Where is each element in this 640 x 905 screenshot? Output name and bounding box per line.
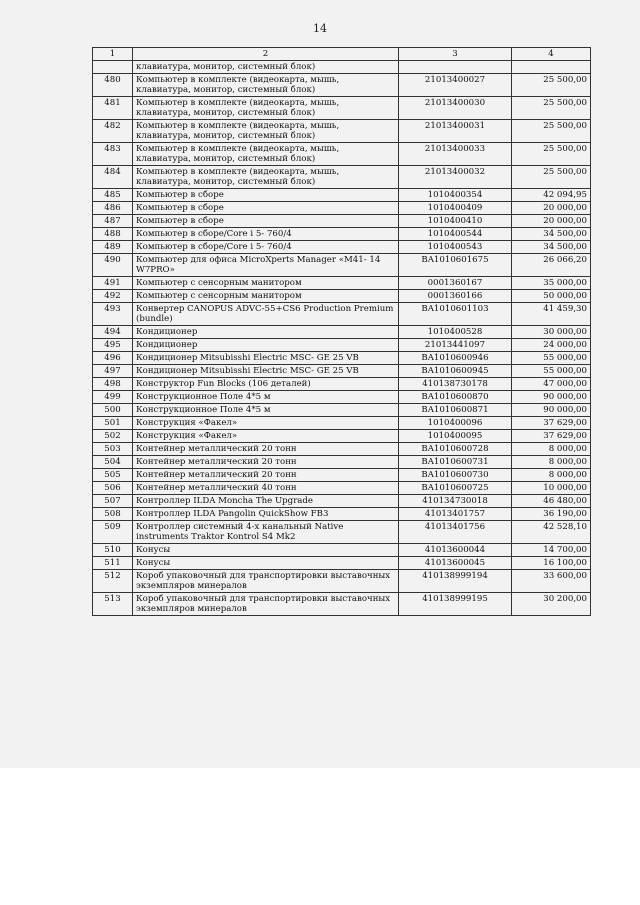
row-number: 504 xyxy=(93,456,133,469)
inventory-code: BA1010600725 xyxy=(399,482,512,495)
table-row xyxy=(93,593,591,616)
inventory-code: 410138730178 xyxy=(399,378,512,391)
table-row xyxy=(93,391,591,404)
row-number: 496 xyxy=(93,352,133,365)
item-value: 55 000,00 xyxy=(512,365,591,378)
table-header-row xyxy=(93,48,591,61)
item-value: 42 528,10 xyxy=(512,521,591,544)
item-value: 35 000,00 xyxy=(512,277,591,290)
item-name: Компьютер с сенсорным манитором xyxy=(133,277,399,290)
item-value: 8 000,00 xyxy=(512,443,591,456)
item-name: Компьютер в сборе xyxy=(133,202,399,215)
inventory-code: 21013400033 xyxy=(399,143,512,166)
item-name: Конусы xyxy=(133,544,399,557)
item-name: Короб упаковочный для транспортировки выставочных экземпляров минералов xyxy=(133,593,399,616)
item-value: 50 000,00 xyxy=(512,290,591,303)
row-number: 489 xyxy=(93,241,133,254)
row-number: 482 xyxy=(93,120,133,143)
item-value: 34 500,00 xyxy=(512,241,591,254)
item-value: 37 629,00 xyxy=(512,417,591,430)
row-number: 513 xyxy=(93,593,133,616)
table-row xyxy=(93,254,591,277)
item-value: 25 500,00 xyxy=(512,120,591,143)
row-number: 503 xyxy=(93,443,133,456)
item-name: Компьютер в сборе xyxy=(133,189,399,202)
inventory-code: 21013400027 xyxy=(399,74,512,97)
table-row xyxy=(93,544,591,557)
table-row xyxy=(93,74,591,97)
table-row xyxy=(93,339,591,352)
item-name: Конусы xyxy=(133,557,399,570)
item-name: Контроллер системный 4-х канальный Native instruments Traktor Kontrol S4 Mk2 xyxy=(133,521,399,544)
row-number: 511 xyxy=(93,557,133,570)
item-value: 8 000,00 xyxy=(512,456,591,469)
inventory-code: 21013400030 xyxy=(399,97,512,120)
table-row xyxy=(93,352,591,365)
inventory-code: 21013400031 xyxy=(399,120,512,143)
row-number: 487 xyxy=(93,215,133,228)
item-value: 42 094,95 xyxy=(512,189,591,202)
row-number: 505 xyxy=(93,469,133,482)
table-row xyxy=(93,456,591,469)
item-value: 46 480,00 xyxy=(512,495,591,508)
item-name: Компьютер в комплекте (видеокарта, мышь, клавиатура, монитор, системный блок) xyxy=(133,143,399,166)
table-row xyxy=(93,277,591,290)
inventory-code: 41013401757 xyxy=(399,508,512,521)
row-number: 512 xyxy=(93,570,133,593)
inventory-code: 410138999195 xyxy=(399,593,512,616)
table-row xyxy=(93,365,591,378)
row-number: 508 xyxy=(93,508,133,521)
item-value: 25 500,00 xyxy=(512,74,591,97)
row-number: 492 xyxy=(93,290,133,303)
inventory-code: 0001360166 xyxy=(399,290,512,303)
inventory-code: BA1010601675 xyxy=(399,254,512,277)
item-name: Контейнер металлический 20 тонн xyxy=(133,469,399,482)
table-row xyxy=(93,521,591,544)
row-number: 501 xyxy=(93,417,133,430)
row-number: 485 xyxy=(93,189,133,202)
item-name: Кондиционер xyxy=(133,326,399,339)
row-number: 510 xyxy=(93,544,133,557)
table-row xyxy=(93,166,591,189)
item-name: Компьютер с сенсорным манитором xyxy=(133,290,399,303)
column-header: 4 xyxy=(512,48,591,61)
table-row xyxy=(93,97,591,120)
row-number: 497 xyxy=(93,365,133,378)
inventory-code: 1010400528 xyxy=(399,326,512,339)
item-value: 20 000,00 xyxy=(512,202,591,215)
table-row xyxy=(93,557,591,570)
row-number: 480 xyxy=(93,74,133,97)
table-row xyxy=(93,189,591,202)
row-number: 500 xyxy=(93,404,133,417)
inventory-code: BA1010600871 xyxy=(399,404,512,417)
table-row xyxy=(93,508,591,521)
inventory-code: BA1010600945 xyxy=(399,365,512,378)
item-name: Компьютер в сборе xyxy=(133,215,399,228)
row-number: 499 xyxy=(93,391,133,404)
inventory-code: BA1010600870 xyxy=(399,391,512,404)
item-name: Конструктор Fun Blocks (106 деталей) xyxy=(133,378,399,391)
item-value: 25 500,00 xyxy=(512,166,591,189)
table-row xyxy=(93,378,591,391)
inventory-code: 41013600045 xyxy=(399,557,512,570)
table-row xyxy=(93,215,591,228)
inventory-code: BA1010600730 xyxy=(399,469,512,482)
inventory-code: 41013401756 xyxy=(399,521,512,544)
table-row xyxy=(93,430,591,443)
table-row xyxy=(93,241,591,254)
item-value: 25 500,00 xyxy=(512,143,591,166)
item-name: Контроллер ILDA Pangolin QuickShow FB3 xyxy=(133,508,399,521)
item-value: 36 190,00 xyxy=(512,508,591,521)
item-value: 30 000,00 xyxy=(512,326,591,339)
item-name: Компьютер в сборе/Core i 5- 760/4 xyxy=(133,241,399,254)
item-name: Конструкционное Поле 4*5 м xyxy=(133,404,399,417)
inventory-code: 410138999194 xyxy=(399,570,512,593)
row-number: 484 xyxy=(93,166,133,189)
item-value: 90 000,00 xyxy=(512,404,591,417)
item-name: Контроллер ILDA Moncha The Upgrade xyxy=(133,495,399,508)
item-name: Компьютер в комплекте (видеокарта, мышь, клавиатура, монитор, системный блок) xyxy=(133,97,399,120)
table-row xyxy=(93,303,591,326)
item-name: Компьютер в сборе/Core i 5- 760/4 xyxy=(133,228,399,241)
table-row xyxy=(93,495,591,508)
row-number: 490 xyxy=(93,254,133,277)
inventory-code: 1010400095 xyxy=(399,430,512,443)
item-value: 90 000,00 xyxy=(512,391,591,404)
row-number: 506 xyxy=(93,482,133,495)
continuation-text: клавиатура, монитор, системный блок) xyxy=(133,61,399,74)
table-row xyxy=(93,469,591,482)
table-row xyxy=(93,570,591,593)
inventory-code: 1010400543 xyxy=(399,241,512,254)
item-name: Конструкция «Факел» xyxy=(133,430,399,443)
item-value: 20 000,00 xyxy=(512,215,591,228)
inventory-code: 21013400032 xyxy=(399,166,512,189)
row-number: 493 xyxy=(93,303,133,326)
table-row xyxy=(93,404,591,417)
table-row xyxy=(93,326,591,339)
item-name: Конструкционное Поле 4*5 м xyxy=(133,391,399,404)
inventory-code: BA1010600728 xyxy=(399,443,512,456)
inventory-code: BA1010600731 xyxy=(399,456,512,469)
item-value: 33 600,00 xyxy=(512,570,591,593)
item-value: 55 000,00 xyxy=(512,352,591,365)
column-header: 3 xyxy=(399,48,512,61)
item-value: 16 100,00 xyxy=(512,557,591,570)
table-row xyxy=(93,202,591,215)
item-name: Компьютер для офиса MicroXperts Manager «M41- 14 W7PRO» xyxy=(133,254,399,277)
table-row xyxy=(93,417,591,430)
row-number: 483 xyxy=(93,143,133,166)
row-number: 507 xyxy=(93,495,133,508)
inventory-code: 41013600044 xyxy=(399,544,512,557)
inventory-code: 1010400544 xyxy=(399,228,512,241)
item-name: Короб упаковочный для транспортировки выставочных экземпляров минералов xyxy=(133,570,399,593)
continuation-row xyxy=(93,61,591,74)
inventory-code: 1010400409 xyxy=(399,202,512,215)
item-name: Кондиционер xyxy=(133,339,399,352)
item-value: 25 500,00 xyxy=(512,97,591,120)
item-name: Кондиционер Mitsubisshi Electric MSC- GE 25 VB xyxy=(133,365,399,378)
inventory-code: 1010400410 xyxy=(399,215,512,228)
item-value: 37 629,00 xyxy=(512,430,591,443)
item-value: 41 459,30 xyxy=(512,303,591,326)
inventory-table xyxy=(92,47,591,616)
item-value: 34 500,00 xyxy=(512,228,591,241)
table-row xyxy=(93,120,591,143)
table-row xyxy=(93,228,591,241)
row-number: 495 xyxy=(93,339,133,352)
row-number: 494 xyxy=(93,326,133,339)
inventory-code: 410134730018 xyxy=(399,495,512,508)
inventory-code: 0001360167 xyxy=(399,277,512,290)
item-name: Конструкция «Факел» xyxy=(133,417,399,430)
row-number: 502 xyxy=(93,430,133,443)
item-name: Контейнер металлический 20 тонн xyxy=(133,456,399,469)
item-value: 26 066,20 xyxy=(512,254,591,277)
column-header: 2 xyxy=(133,48,399,61)
column-header: 1 xyxy=(93,48,133,61)
item-value: 47 000,00 xyxy=(512,378,591,391)
page-number: 14 xyxy=(313,22,327,35)
table-row xyxy=(93,482,591,495)
table-row xyxy=(93,143,591,166)
row-number: 486 xyxy=(93,202,133,215)
row-number: 488 xyxy=(93,228,133,241)
item-name: Конвертер CANOPUS ADVC-55+CS6 Production Premium (bundle) xyxy=(133,303,399,326)
table-row xyxy=(93,290,591,303)
item-value: 14 700,00 xyxy=(512,544,591,557)
row-number: 509 xyxy=(93,521,133,544)
item-name: Компьютер в комплекте (видеокарта, мышь, клавиатура, монитор, системный блок) xyxy=(133,74,399,97)
item-name: Компьютер в комплекте (видеокарта, мышь, клавиатура, монитор, системный блок) xyxy=(133,166,399,189)
item-name: Контейнер металлический 40 тонн xyxy=(133,482,399,495)
table-row xyxy=(93,443,591,456)
item-name: Кондиционер Mitsubisshi Electric MSC- GE 25 VB xyxy=(133,352,399,365)
inventory-code: 21013441097 xyxy=(399,339,512,352)
row-number: 498 xyxy=(93,378,133,391)
inventory-code: BA1010601103 xyxy=(399,303,512,326)
row-number: 491 xyxy=(93,277,133,290)
item-value: 10 000,00 xyxy=(512,482,591,495)
row-number: 481 xyxy=(93,97,133,120)
item-value: 30 200,00 xyxy=(512,593,591,616)
inventory-code: BA1010600946 xyxy=(399,352,512,365)
item-name: Компьютер в комплекте (видеокарта, мышь, клавиатура, монитор, системный блок) xyxy=(133,120,399,143)
item-name: Контейнер металлический 20 тонн xyxy=(133,443,399,456)
item-value: 24 000,00 xyxy=(512,339,591,352)
inventory-code: 1010400354 xyxy=(399,189,512,202)
item-value: 8 000,00 xyxy=(512,469,591,482)
inventory-code: 1010400096 xyxy=(399,417,512,430)
